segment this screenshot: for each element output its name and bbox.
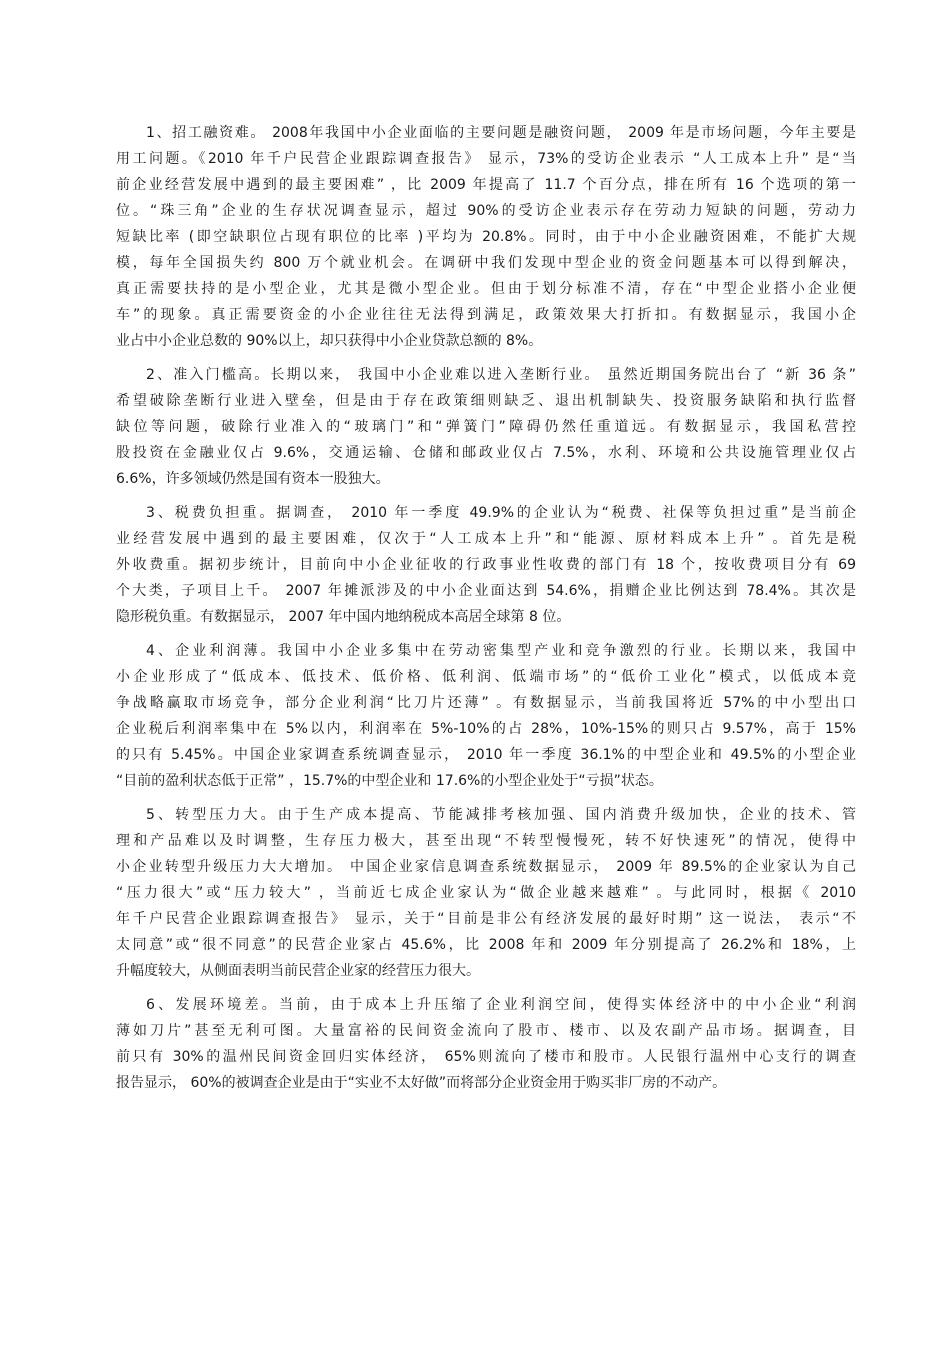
- text-line: 真正需要扶持的是小型企业，尤其是微小型企业。但由于划分标准不清，存在“中型企业搭小企业便: [116, 281, 856, 297]
- paragraph-thin-profit: [116, 638, 856, 794]
- text-line: 外收费重。据初步统计，目前向中小企业征收的行政事业性收费的部门有 18 个，按收费项目分有 69: [116, 557, 856, 573]
- text-line: 小企业转型升级压力大大增加。 中国企业家信息调查系统数据显示， 2009 年 89.5%的企业家认为自己: [116, 859, 856, 875]
- text-line: 用工问题。《2010 年千户民营企业跟踪调查报告》 显示，73%的受访企业表示 “人工成本上升” 是“当: [116, 151, 856, 167]
- text-line: 年千户民营企业跟踪调查报告》 显示，关于“目前是非公有经济发展的最好时期” 这一说法， 表示“不: [116, 911, 856, 927]
- text-line: 希望破除垄断行业进入壁垒，但是由于存在政策细则缺乏、退出机制缺失、投资服务缺陷和执行监督: [116, 393, 856, 409]
- text-line: 4、企业利润薄。我国中小企业多集中在劳动密集型产业和竞争激烈的行业。长期以来，我国中: [146, 643, 856, 659]
- paragraph-tax-burden: [116, 500, 856, 630]
- text-line: 业占中小企业总数的 90%以上，却只获得中小企业贷款总额的 8%。: [116, 333, 543, 349]
- text-line: 位。“珠三角”企业的生存状况调查显示，超过 90%的受访企业表示存在劳动力短缺的问题，劳动力: [116, 203, 856, 219]
- text-line: 前企业经营发展中遇到的最主要困难” ，比 2009 年提高了 11.7 个百分点，排在所有 16 个选项的第一: [116, 177, 856, 193]
- text-line: 车”的现象。真正需要资金的小企业往往无法得到满足，政策效果大打折扣。有数据显示，我国小企: [116, 307, 856, 323]
- text-line: 短缺比率 (即空缺职位占现有职位的比率 )平均为 20.8%。同时，由于中小企业融资困难，不能扩大规: [116, 229, 856, 245]
- text-line: 理和产品难以及时调整，生存压力极大，甚至出现“不转型慢慢死，转不好快速死”的情况，使得中: [116, 833, 856, 849]
- text-line: 太同意”或“很不同意”的民营企业家占 45.6%，比 2008 年和 2009 年分别提高了 26.2%和 18%，上: [116, 937, 856, 953]
- paragraph-development-environment: [116, 992, 856, 1096]
- text-line: 6.6%，许多领域仍然是国有资本一股独大。: [116, 471, 390, 487]
- text-line: 股投资在金融业仅占 9.6%，交通运输、仓储和邮政业仅占 7.5%，水利、环境和公共设施管理业仅占: [116, 445, 856, 461]
- text-line: 3、税费负担重。据调查， 2010 年一季度 49.9%的企业认为“税费、社保等负担过重”是当前企: [146, 505, 856, 521]
- paragraph-transformation-pressure: [116, 802, 856, 984]
- text-line: 的只有 5.45%。中国企业家调查系统调查显示， 2010 年一季度 36.1%的中型企业和 49.5%的小型企业: [116, 747, 856, 763]
- text-line: 6、发展环境差。当前，由于成本上升压缩了企业利润空间，使得实体经济中的中小企业“利润: [146, 997, 856, 1013]
- text-line: 模，每年全国损失约 800 万个就业机会。在调研中我们发现中型企业的资金问题基本可以得到解决，: [116, 255, 856, 271]
- text-line: 5、转型压力大。由于生产成本提高、节能减排考核加强、国内消费升级加快，企业的技术、管: [146, 807, 856, 823]
- text-line: 争战略赢取市场竞争，部分企业利润“比刀片还薄” 。有数据显示，当前我国将近 57%的中小型出口: [116, 695, 856, 711]
- document-body: [116, 120, 856, 1104]
- text-line: “目前的盈利状态低于正常” ，15.7%的中型企业和 17.6%的小型企业处于“亏损”状态。: [116, 773, 663, 789]
- text-line: 薄如刀片”甚至无利可图。大量富裕的民间资金流向了股市、楼市、以及农副产品市场。据调查，目: [116, 1023, 856, 1039]
- paragraph-market-entry: [116, 362, 856, 492]
- text-line: “压力很大”或“压力较大” ，当前近七成企业家认为“做企业越来越难” 。与此同时，根据《 2010: [116, 885, 856, 901]
- text-line: 个大类，子项目上千。 2007 年摊派涉及的中小企业面达到 54.6%，捐赠企业比例达到 78.4%。其次是: [116, 583, 856, 599]
- text-line: 1、招工融资难。 2008年我国中小企业面临的主要问题是融资问题， 2009 年是市场问题，今年主要是: [146, 125, 856, 141]
- text-line: 缺位等问题，破除行业准入的“玻璃门”和“弹簧门”障碍仍然任重道远。有数据显示，我国私营控: [116, 419, 856, 435]
- text-line: 前只有 30%的温州民间资金回归实体经济， 65%则流向了楼市和股市。人民银行温州中心支行的调查: [116, 1049, 856, 1065]
- text-line: 隐形税负重。有数据显示， 2007 年中国内地纳税成本高居全球第 8 位。: [116, 609, 571, 625]
- text-line: 业经营发展中遇到的最主要困难，仅次于“人工成本上升”和“能源、原材料成本上升” 。首先是税: [116, 531, 856, 547]
- text-line: 企业税后利润率集中在 5%以内，利润率在 5%-10%的占 28%，10%-15%的则只占 9.57%，高于 15%: [116, 721, 856, 737]
- paragraph-hiring-financing: [116, 120, 856, 354]
- text-line: 2、准入门槛高。长期以来， 我国中小企业难以进入垄断行业。 虽然近期国务院出台了 “新 36 条”: [146, 367, 856, 383]
- text-line: 升幅度较大，从侧面表明当前民营企业家的经营压力很大。: [116, 963, 480, 979]
- text-line: 报告显示， 60%的被调查企业是由于“实业不太好做”而将部分企业资金用于购买非厂房的不动产。: [116, 1075, 727, 1091]
- text-line: 小企业形成了“低成本、低技术、低价格、低利润、低端市场”的“低价工业化”模式，以低成本竞: [116, 669, 856, 685]
